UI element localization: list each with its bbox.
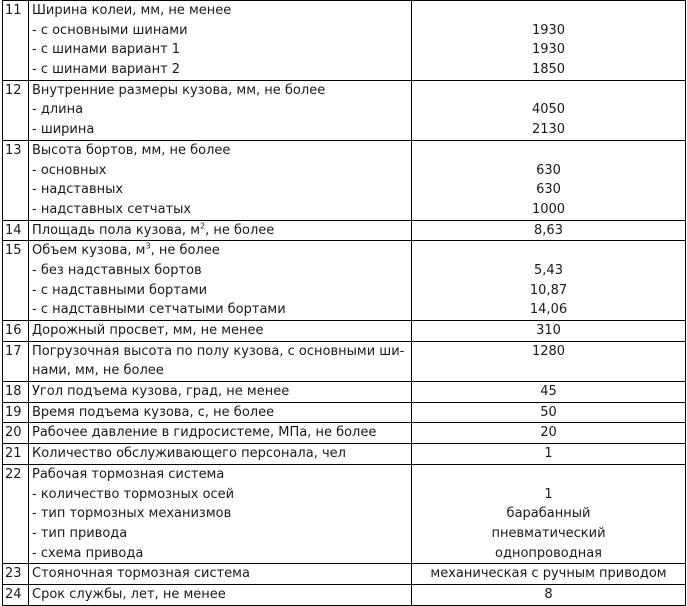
value-cell	[412, 402, 686, 423]
row-number-cell	[3, 341, 29, 381]
parameter-subitem: - с надставными бортами	[32, 282, 208, 298]
parameter-value: 1930	[531, 22, 566, 38]
parameter-cell	[29, 1, 412, 81]
parameter-cell	[29, 241, 412, 321]
value-cell	[412, 1, 686, 81]
table-row	[3, 444, 686, 465]
parameter-cell	[29, 321, 412, 342]
parameter-value: однопроводная	[495, 545, 602, 561]
parameter-value: 8,63	[534, 222, 563, 238]
table-row	[3, 423, 686, 444]
parameter-value: 20	[540, 425, 557, 441]
table-row	[3, 241, 686, 321]
parameter-cell	[29, 444, 412, 465]
parameter-name: Срок службы, лет, не менее	[32, 586, 226, 602]
parameter-name: Рабочее давление в гидросистеме, МПа, не более	[32, 425, 377, 441]
row-number-cell	[3, 241, 29, 321]
parameter-cell	[29, 564, 412, 585]
parameter-value	[412, 361, 685, 381]
value-cell	[412, 241, 686, 321]
row-number-cell	[3, 140, 29, 220]
value-cell	[412, 464, 686, 563]
value-cell	[412, 564, 686, 585]
value-cell	[412, 584, 686, 605]
parameter-name-continuation: нами, мм, не более	[32, 363, 164, 379]
parameter-name: Высота бортов, мм, не более	[32, 142, 231, 158]
table-row	[3, 464, 686, 563]
parameter-subitem: - ширина	[32, 122, 95, 138]
value-cell	[412, 382, 686, 403]
row-number: 16	[5, 323, 22, 338]
value-cell	[412, 321, 686, 342]
parameter-value: 2130	[531, 122, 566, 138]
table-row	[3, 564, 686, 585]
unit-exponent: 3	[145, 241, 151, 251]
row-number-cell	[3, 584, 29, 605]
row-number-cell	[3, 564, 29, 585]
parameter-subitem: - основных	[32, 162, 107, 178]
row-number: 11	[5, 3, 22, 18]
parameter-name: Ширина колеи, мм, не менее	[32, 3, 232, 18]
parameter-value: 50	[540, 404, 557, 420]
parameter-name-text: Площадь пола кузова, м	[32, 222, 201, 238]
table-row	[3, 220, 686, 241]
parameter-name-suffix: , не более	[150, 243, 220, 259]
parameter-subitem: - без надставных бортов	[32, 262, 202, 278]
parameter-name: Время подъема кузова, с, не более	[32, 404, 275, 420]
parameter-value: 10,87	[529, 282, 568, 298]
row-number-cell	[3, 464, 29, 563]
parameter-value: 630	[536, 162, 561, 178]
parameter-cell	[29, 584, 412, 605]
parameter-value: 1	[544, 486, 553, 502]
row-number-cell	[3, 220, 29, 241]
parameter-value: пневматический	[491, 525, 606, 541]
row-number: 20	[5, 425, 22, 441]
specifications-table	[2, 0, 686, 606]
table-row	[3, 140, 686, 220]
parameter-name: Угол подъема кузова, град, не менее	[32, 384, 290, 400]
row-number-cell	[3, 444, 29, 465]
row-number-cell	[3, 402, 29, 423]
table-row	[3, 382, 686, 403]
parameter-value	[412, 465, 685, 485]
row-number-cell	[3, 382, 29, 403]
table-row	[3, 341, 686, 381]
parameter-value: 630	[536, 182, 561, 198]
parameter-value: 1850	[531, 62, 566, 78]
parameter-value	[412, 81, 685, 101]
parameter-name	[29, 241, 411, 261]
row-number: 19	[5, 404, 22, 420]
row-number-cell	[3, 1, 29, 81]
row-number-cell	[3, 423, 29, 444]
parameter-subitem: - с шинами вариант 1	[32, 42, 181, 58]
row-number: 17	[5, 343, 22, 359]
parameter-subitem: - надставных сетчатых	[32, 201, 192, 217]
parameter-subitem: - количество тормозных осей	[32, 486, 235, 502]
row-number: 21	[5, 446, 22, 462]
row-number: 13	[5, 142, 22, 158]
row-number: 23	[5, 566, 22, 582]
value-cell	[412, 140, 686, 220]
parameter-cell	[29, 382, 412, 403]
parameter-value: 1280	[531, 343, 566, 359]
parameter-value	[412, 141, 685, 161]
value-cell	[412, 423, 686, 444]
parameter-subitem: - с основными шинами	[32, 22, 188, 38]
parameter-name-suffix: , не более	[205, 222, 275, 238]
row-number-cell	[3, 321, 29, 342]
parameter-name: Рабочая тормозная система	[32, 466, 225, 482]
parameter-value: 1000	[531, 201, 566, 217]
table-row	[3, 402, 686, 423]
row-number: 22	[5, 466, 22, 482]
row-number: 18	[5, 384, 22, 400]
parameter-cell	[29, 341, 412, 381]
parameter-value: механическая с ручным приводом	[430, 566, 667, 582]
table-row	[3, 1, 686, 81]
parameter-value: 1	[544, 446, 553, 462]
parameter-name: Стояночная тормозная система	[32, 566, 250, 582]
parameter-subitem: - схема привода	[32, 545, 144, 561]
parameter-value	[412, 1, 685, 21]
parameter-name-text: Объем кузова, м	[32, 243, 146, 259]
parameter-value: 310	[536, 323, 561, 338]
parameter-subitem: - надставных	[32, 182, 124, 198]
parameter-value: 1930	[531, 42, 566, 58]
parameter-name	[29, 221, 411, 241]
parameter-cell	[29, 140, 412, 220]
parameter-subitem: - тип тормозных механизмов	[32, 506, 232, 522]
parameter-subitem: - длина	[32, 102, 84, 118]
value-cell	[412, 341, 686, 381]
parameter-value: барабанный	[506, 506, 591, 522]
row-number: 14	[5, 222, 22, 238]
parameter-cell	[29, 423, 412, 444]
parameter-cell	[29, 220, 412, 241]
row-number: 15	[5, 243, 22, 259]
parameter-name: Дорожный просвет, мм, не менее	[32, 323, 264, 338]
parameter-value: 5,43	[534, 262, 563, 278]
parameter-subitem: - тип привода	[32, 525, 128, 541]
row-number: 12	[5, 82, 22, 98]
parameter-cell	[29, 80, 412, 140]
table-row	[3, 584, 686, 605]
parameter-name: Количество обслуживающего персонала, чел	[32, 446, 346, 462]
parameter-value: 8	[544, 586, 553, 602]
unit-exponent: 2	[200, 221, 206, 231]
parameter-subitem: - с надставными сетчатыми бортами	[32, 302, 286, 318]
parameter-subitem: - с шинами вариант 2	[32, 62, 181, 78]
value-cell	[412, 220, 686, 241]
parameter-cell	[29, 464, 412, 563]
row-number-cell	[3, 80, 29, 140]
parameter-name: Внутренние размеры кузова, мм, не более	[32, 82, 326, 98]
row-number: 24	[5, 586, 22, 602]
parameter-value: 14,06	[529, 302, 568, 318]
parameter-value: 45	[540, 384, 557, 400]
parameter-value	[412, 241, 685, 261]
table-row	[3, 321, 686, 342]
parameter-value: 4050	[531, 102, 566, 118]
value-cell	[412, 80, 686, 140]
value-cell	[412, 444, 686, 465]
parameter-cell	[29, 402, 412, 423]
table-row	[3, 80, 686, 140]
parameter-name: Погрузочная высота по полу кузова, с основными ши-	[32, 343, 405, 359]
